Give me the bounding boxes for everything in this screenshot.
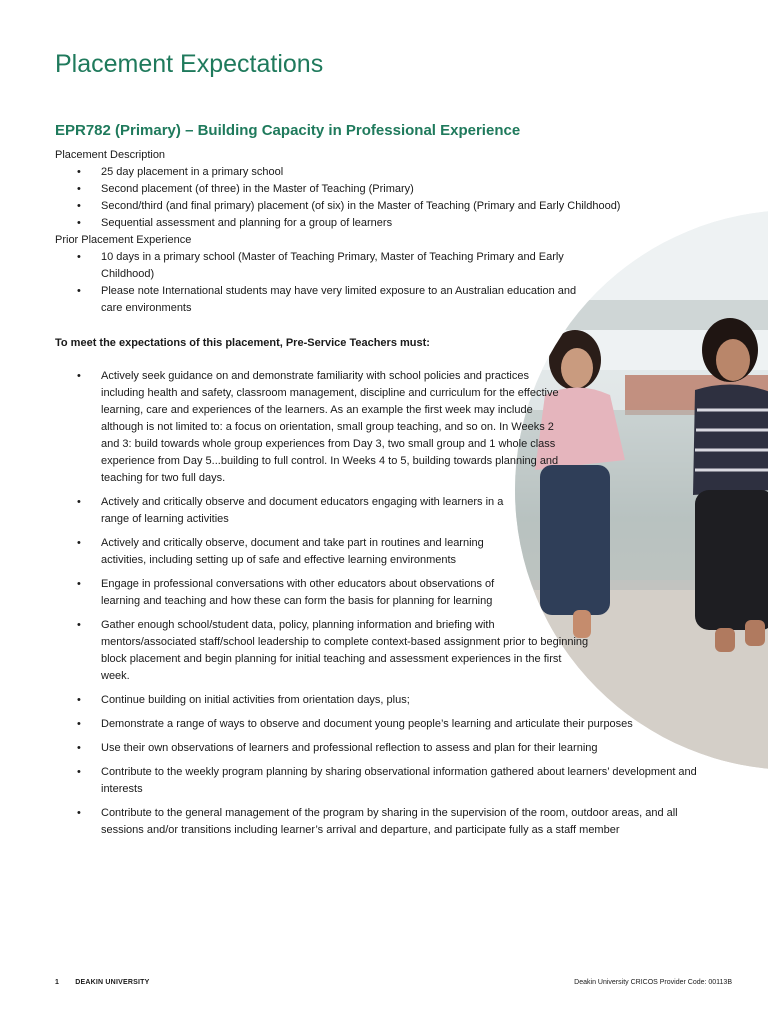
list-item: • Actively seek guidance on and demonstrate familiarity with school policies and practices including health and safety, classroom management, discipline and curriculum for the effective learning, care and experiences of the learners. As an example the first week may include although is not limited to: a focus on orientation, small group teaching, and so on. In Weeks 2 and 3: build towards whole group experiences from Day 3, two small group and 1 whole class experience from Day 5...building to full control. In Weeks 4 to 5, building towards planning and teaching for two full days. [55,368,566,487]
list-item: • Contribute to the weekly program planning by sharing observational information gathered about learners’ development and interests [55,764,715,798]
footer-left [55,979,149,986]
expectations-intro: To meet the expectations of this placement, Pre-Service Teachers must: [55,337,430,349]
cricos-code: Deakin University CRICOS Provider Code: 00113B [574,979,732,986]
list-item: • Engage in professional conversations with other educators about observations of learning and teaching and how these can form the basis for planning for learning [55,576,521,610]
list-item: • Second placement (of three) in the Master of Teaching (Primary) [55,181,715,198]
placement-description-list [55,164,715,232]
page-title: Placement Expectations [55,50,324,78]
list-item: • 10 days in a primary school (Master of Teaching Primary, Master of Teaching Primary and Early Childhood) [55,249,581,283]
prior-experience-label: Prior Placement Experience [55,234,192,246]
list-item: • Second/third (and final primary) placement (of six) in the Master of Teaching (Primary and Early Childhood) [55,198,715,215]
list-item: • Sequential assessment and planning for a group of learners [55,215,715,232]
list-item: • Gather enough school/student data, policy, planning information and briefing with mentors/associated staff/school leadership to complete context-based assignment prior to beginning block placement and begin planning for initial teaching and assessment experiences in the first week. [55,617,591,685]
expectations-list [55,368,715,839]
page-number: 1 [55,979,60,986]
list-item: • Please note International students may have very limited exposure to an Australian education and care environments [55,283,581,317]
placement-description-label: Placement Description [55,149,166,161]
list-item: • Actively and critically observe, document and take part in routines and learning activities, including setting up of safe and effective learning environments [55,535,521,569]
university-name: DEAKIN UNIVERSITY [75,979,150,986]
list-item: • Continue building on initial activities from orientation days, plus; [55,692,715,709]
list-item: • Actively and critically observe and document educators engaging with learners in a range of learning activities [55,494,511,528]
list-item: • Use their own observations of learners and professional reflection to assess and plan for their learning [55,740,715,757]
list-item: • Contribute to the general management of the program by sharing in the supervision of the room, outdoor areas, and all sessions and/or transitions including learner’s arrival and departure, and participate fully as a staff member [55,805,715,839]
prior-experience-list [55,249,715,317]
list-item: • Demonstrate a range of ways to observe and document young people’s learning and articulate their purposes [55,716,715,733]
unit-heading: EPR782 (Primary) – Building Capacity in Professional Experience [55,122,521,139]
list-item: • 25 day placement in a primary school [55,164,715,181]
main-content [55,147,715,839]
